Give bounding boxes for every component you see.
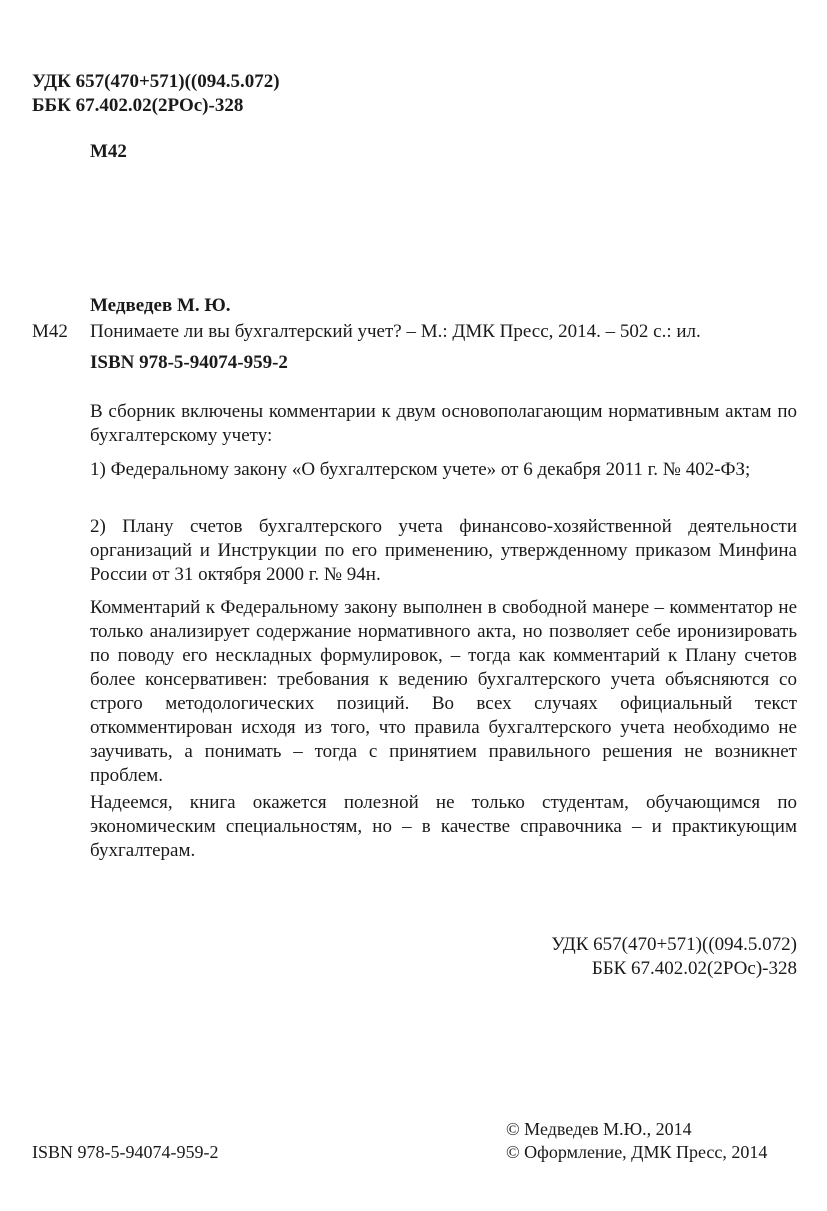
classification-udk: УДК 657(470+571)((094.5.072) [551, 934, 797, 955]
abstract-paragraph-item-2: 2) Плану счетов бухгалтерского учета финансово-хозяйственной деятельности организаций и Инструкции по его применению, утвержденному приказом Минфина России от 31 октября 2000 г. № 94н. [90, 516, 797, 585]
classification-bbk: ББК 67.402.02(2РОс)-328 [591, 958, 797, 979]
catalog-title-line: Понимаете ли вы бухгалтерский учет? – М.: ДМК Пресс, 2014. – 502 с.: ил. [90, 321, 701, 342]
abstract-paragraph-item-1: 1) Федеральному закону «О бухгалтерском учете» от 6 декабря 2011 г. № 402-ФЗ; [90, 459, 751, 480]
copyright-design: © Оформление, ДМК Пресс, 2014 [506, 1142, 768, 1162]
copyright-author: © Медведев М.Ю., 2014 [506, 1119, 692, 1139]
header-bbk: ББК 67.402.02(2РОс)-328 [32, 95, 244, 116]
abstract-paragraph-intro: В сборник включены комментарии к двум основополагающим нормативным актам по бухгалтерскому учету: [90, 401, 797, 446]
header-udk: УДК 657(470+571)((094.5.072) [32, 71, 280, 92]
abstract-paragraph-audience: Надеемся, книга окажется полезной не только студентам, обучающимся по экономическим специальностям, но – в качестве справочника – и практикующим бухгалтерам. [90, 792, 797, 861]
catalog-author: Медведев М. Ю. [90, 295, 231, 316]
header-author-code: М42 [90, 141, 127, 162]
abstract-paragraph-commentary: Комментарий к Федеральному закону выполнен в свободной манере – комментатор не только анализирует содержание нормативного акта, но позволяет себе иронизировать по поводу его нескладных формулировок, – тогда как комментарий к Плану счетов более консервативен: требования к ведению бухгалтерского учета объясняются со строго методологических позиций. Во всех случаях официальный текст откомментирован исходя из того, что правила бухгалтерского учета необходимо не заучивать, а понимать – тогда с принятием правильного решения не возникнет проблем. [90, 597, 797, 786]
catalog-isbn: ISBN 978-5-94074-959-2 [90, 352, 288, 373]
footer-isbn: ISBN 978-5-94074-959-2 [32, 1142, 219, 1162]
catalog-code: М42 [32, 321, 68, 342]
